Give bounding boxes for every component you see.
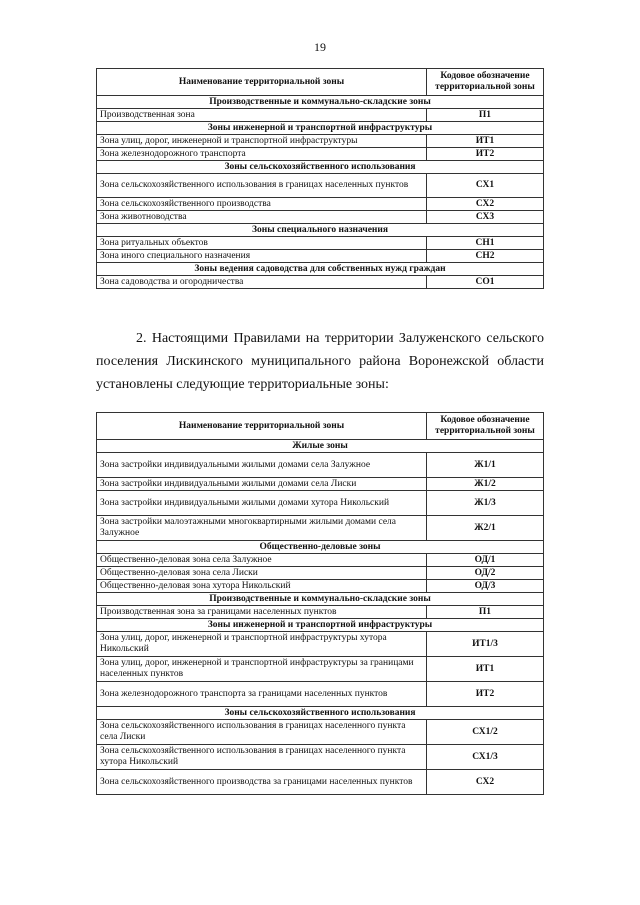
zone-name: Общественно-деловая зона хутора Никольский [97,580,427,593]
page-number: 19 [314,40,326,54]
group-row [97,263,544,276]
column-header-code: Кодовое обозначение территориальной зоны [427,413,544,440]
table-row [97,567,544,580]
group-row [97,122,544,135]
zone-name: Зона застройки индивидуальными жилыми домами села Залужное [97,453,427,478]
table-row [97,198,544,211]
table-row [97,606,544,619]
zone-name: Зона застройки индивидуальными жилыми домами села Лиски [97,478,427,491]
zone-name: Зона сельскохозяйственного использования в границах населенных пунктов [97,174,427,198]
zone-code: СХ1/3 [427,745,544,770]
zone-name: Зона садоводства и огородничества [97,276,427,289]
zone-name: Зона улиц, дорог, инженерной и транспортной инфраструктуры [97,135,427,148]
zone-name: Общественно-деловая зона села Лиски [97,567,427,580]
group-row [97,96,544,109]
zone-code: СН2 [427,250,544,263]
group-heading: Зоны сельскохозяйственного использования [97,161,544,174]
group-row [97,707,544,720]
table-row [97,109,544,122]
zone-name: Зона железнодорожного транспорта [97,148,427,161]
zone-code: ИТ1/3 [427,632,544,657]
zone-name: Зона ритуальных объектов [97,237,427,250]
zone-name: Зона иного специального назначения [97,250,427,263]
zone-code: СХ3 [427,211,544,224]
zone-code: СН1 [427,237,544,250]
column-header-name: Наименование территориальной зоны [97,413,427,440]
group-row [97,541,544,554]
zone-code: СХ1/2 [427,720,544,745]
zone-code: П1 [427,109,544,122]
zone-code: Ж1/1 [427,453,544,478]
table-row [97,453,544,478]
zone-code: Ж2/1 [427,516,544,541]
zone-code: ИТ1 [427,135,544,148]
zone-code: СХ2 [427,198,544,211]
table-row [97,657,544,682]
zone-code: СО1 [427,276,544,289]
table-row [97,745,544,770]
group-row [97,619,544,632]
table-row [97,770,544,795]
group-row [97,224,544,237]
group-heading: Зоны ведения садоводства для собственных нужд граждан [97,263,544,276]
zone-name: Зона животноводства [97,211,427,224]
zone-code: СХ2 [427,770,544,795]
table-header-row [97,69,544,96]
zone-code: ИТ2 [427,682,544,707]
zone-name: Зона сельскохозяйственного производства [97,198,427,211]
group-heading: Жилые зоны [97,440,544,453]
zone-name: Зона улиц, дорог, инженерной и транспортной инфраструктуры за границами населенных пунктов [97,657,427,682]
group-row [97,593,544,606]
zone-code: ОД/2 [427,567,544,580]
table-row [97,211,544,224]
zone-name: Зона железнодорожного транспорта за границами населенных пунктов [97,682,427,707]
group-heading: Зоны специального назначения [97,224,544,237]
zone-name: Зона сельскохозяйственного использования в границах населенного пункта села Лиски [97,720,427,745]
zone-code: Ж1/2 [427,478,544,491]
zone-code: Ж1/3 [427,491,544,516]
zone-name: Зона застройки малоэтажными многоквартирными жилыми домами села Залужное [97,516,427,541]
table-row [97,491,544,516]
zone-code: ИТ1 [427,657,544,682]
table-row [97,174,544,198]
zones-table-2 [96,412,544,795]
zone-code: П1 [427,606,544,619]
table-row [97,148,544,161]
table-row [97,478,544,491]
table-header-row [97,413,544,440]
table-row [97,580,544,593]
zone-name: Производственная зона за границами населенных пунктов [97,606,427,619]
table-row [97,135,544,148]
zone-name: Производственная зона [97,109,427,122]
group-heading: Зоны сельскохозяйственного использования [97,707,544,720]
zone-name: Зона застройки индивидуальными жилыми домами хутора Никольский [97,491,427,516]
column-header-code: Кодовое обозначение территориальной зоны [427,69,544,96]
table-row [97,276,544,289]
zone-code: ИТ2 [427,148,544,161]
column-header-name: Наименование территориальной зоны [97,69,427,96]
zone-name: Зона сельскохозяйственного производства за границами населенных пунктов [97,770,427,795]
group-heading: Производственные и коммунально-складские зоны [97,593,544,606]
table-row [97,237,544,250]
group-heading: Зоны инженерной и транспортной инфраструктуры [97,122,544,135]
zone-name: Зона сельскохозяйственного использования в границах населенного пункта хутора Никольский [97,745,427,770]
zone-name: Общественно-деловая зона села Залужное [97,554,427,567]
table-row [97,720,544,745]
zone-code: ОД/3 [427,580,544,593]
group-heading: Производственные и коммунально-складские зоны [97,96,544,109]
body-paragraph: 2. Настоящими Правилами на территории Залуженского сельского поселения Лискинского муниципального района Воронежской области установлены следующие территориальные зоны: [96,331,544,392]
zone-name: Зона улиц, дорог, инженерной и транспортной инфраструктуры хутора Никольский [97,632,427,657]
table-row [97,682,544,707]
zone-code: СХ1 [427,174,544,198]
zones-table-1 [96,68,544,289]
table-row [97,250,544,263]
table-row [97,554,544,567]
group-row [97,440,544,453]
table-row [97,516,544,541]
group-heading: Зоны инженерной и транспортной инфраструктуры [97,619,544,632]
table-row [97,632,544,657]
group-heading: Общественно-деловые зоны [97,541,544,554]
zone-code: ОД/1 [427,554,544,567]
group-row [97,161,544,174]
